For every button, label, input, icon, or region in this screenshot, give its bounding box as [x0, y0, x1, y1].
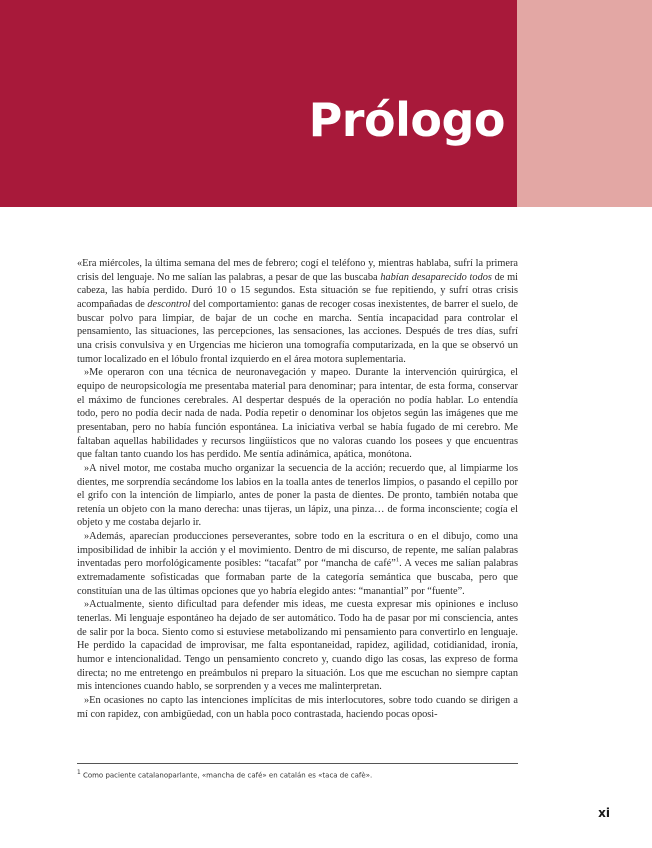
- paragraph-6: »En ocasiones no capto las intenciones implícitas de mis interlocutores, sobre todo cuando se dirigen a mí con rapidez, con ambigüedad, con un habla poco contrastada, haciendo pocas oposi-: [77, 695, 518, 720]
- paragraph-1-part-a: «Era miércoles, la última semana del mes de febrero; cogí el teléfono y, mientras hablaba, sufrí la primera crisis del lenguaje. No me salían las palabras, a pesar de que las buscaba: [77, 258, 518, 283]
- paragraph-2: »Me operaron con una técnica de neuronavegación y mapeo. Durante la intervención quirúrgica, el equipo de neuropsicología me presentaba material para denominar; para intentar, de esta forma, conservar el máximo de funciones cerebrales. Al despertar después de la operación no podía hablar. Lo entendía todo, pero no podía decir nada de nada. Podía repetir o denominar los objetos según las imágenes que me presentaban, pero no había función espontánea. La iniciativa verbal se había fugado de mi cerebro. Me faltaban aquellas habilidades y recursos lingüísticos que no valoras cuando los posees y que encuentras que faltan tanto cuando los has perdido. Me sentía adinámica, apática, monótona.: [77, 367, 518, 461]
- paragraph-1-part-c: del comportamiento: ganas de recoger cosas inexistentes, de barrer el suelo, de buscar polvo para limpiar, de bajar de un coche en marcha. Sentía incapacidad para controlar el pensamiento, las situaciones, las percepciones, las sensaciones, las acciones. Después de tres días, sufrí una crisis convulsiva y en Urgencias me hicieron una tomografía computarizada, en la que se observó un tumor localizado en el lóbulo frontal izquierdo en el área motora suplementaria.: [77, 298, 518, 365]
- footnote-marker: 1: [77, 770, 81, 776]
- chapter-title: Prólogo: [308, 93, 505, 147]
- paragraph-1-italic-2: descontrol: [147, 298, 191, 310]
- paragraph-1-part-b: de mi cabeza, las había perdido. Duró 10 o 15 segundos. Esta situación se fue repitiendo, y sufrí otras crisis acompañadas de: [77, 271, 518, 310]
- footnote-text: Como paciente catalanoparlante, «mancha de café» en catalán es «taca de cafè».: [80, 771, 373, 780]
- footnote-divider: [77, 763, 518, 764]
- paragraph-1: [77, 257, 518, 366]
- paragraph-1-italic: habían desaparecido todos: [380, 271, 492, 283]
- footnote-reference: 1: [395, 557, 400, 565]
- paragraph-4: [77, 530, 518, 598]
- paragraph-4-part-a: »Además, aparecían producciones perseverantes, sobre todo en la escritura o en el dibujo, como una imposibilidad de inhibir la acción y el movimiento. Dentro de mi discurso, de repente, me salían palabras inventadas pero morfológicamente posibles: “tacafat” por “mancha de café”: [77, 531, 518, 570]
- paragraph-4-part-b: . A veces me salían palabras extremadamente sofisticadas que formaban parte de la categoría semántica que buscaba, pero que constituían una de las últimas opciones que yo habría elegido antes: “manantial” por “fuente”.: [77, 558, 518, 597]
- body-text: [77, 257, 518, 721]
- chapter-tab: [517, 0, 652, 207]
- paragraph-5: »Actualmente, siento dificultad para defender mis ideas, me cuesta expresar mis opiniones e incluso tenerlas. Mi lenguaje espontáneo ha dejado de ser automático. Todo ha de pasar por mi consciencia, antes de salir por la boca. Siento como si estuviese metabolizando mi pensamiento para convertirlo en lenguaje. He perdido la capacidad de improvisar, me falta espontaneidad, rapidez, agilidad, cotidianidad, ironía, humor e intencionalidad. Tengo un pensamiento concreto y, cuando digo las cosas, las expreso de forma directa; no me entretengo en preámbulos ni preparo la situación. Los que me escuchan no siempre captan mis intenciones cuando hablo, se sorprenden y a veces me malinterpretan.: [77, 599, 518, 693]
- chapter-banner: [0, 0, 517, 207]
- paragraph-3: »A nivel motor, me costaba mucho organizar la secuencia de la acción; recuerdo que, al limpiarme los dientes, me sorprendía secándome los labios en la toalla antes de tenerlos limpios, o pasando el cepillo por el grifo con la intención de limpiarlo, antes de poner la pasta de dientes. De pronto, también notaba que retenía un objeto con la mano derecha: unas tijeras, un lápiz, una pinza… de forma inconsciente; cogía el objeto y me costaba dejarlo ir.: [77, 462, 518, 529]
- page-number: xi: [598, 806, 610, 820]
- footnote: [77, 768, 518, 780]
